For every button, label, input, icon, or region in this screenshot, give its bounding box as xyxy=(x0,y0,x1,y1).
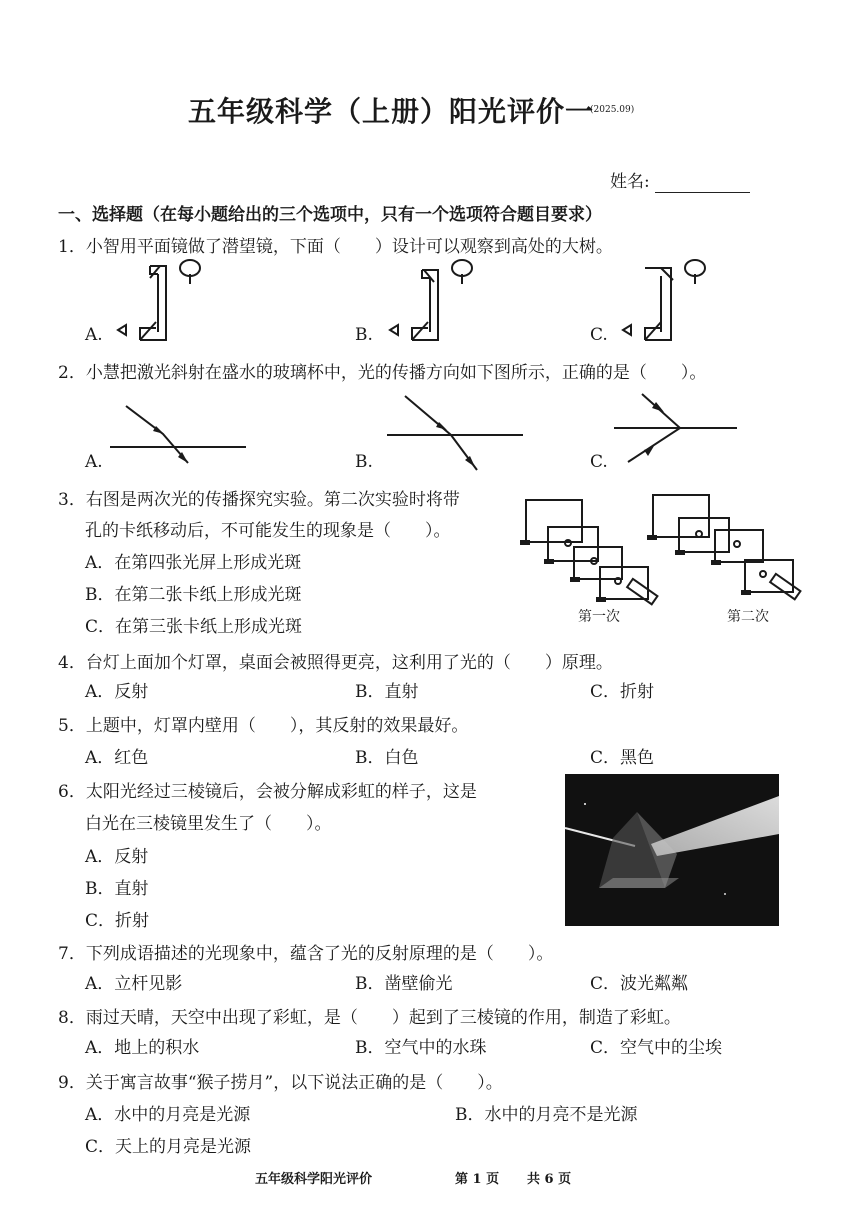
prism-photo xyxy=(565,774,779,926)
periscope-a-figure xyxy=(110,258,220,344)
question-1: 1．小智用平面镜做了潜望镜，下面（ ）设计可以观察到高处的大树。 xyxy=(58,237,613,257)
question-2: 2．小慧把激光斜射在盛水的玻璃杯中，光的传播方向如下图所示，正确的是（ ）。 xyxy=(58,363,707,383)
q9-option-b[interactable]: B．水中的月亮不是光源 xyxy=(455,1105,638,1125)
footer-total: 共 6 页 xyxy=(527,1172,572,1187)
q8-option-c[interactable]: C．空气中的尘埃 xyxy=(590,1038,723,1058)
periscope-b-figure xyxy=(382,258,492,344)
tree-icon xyxy=(685,260,705,284)
footer-subject: 五年级科学阳光评价 xyxy=(255,1172,373,1187)
eye-icon xyxy=(390,325,398,335)
question-6-line1: 6．太阳光经过三棱镜后，会被分解成彩虹的样子，这是 xyxy=(58,782,477,802)
q2-option-c[interactable]: C. xyxy=(590,452,608,472)
question-8: 8．雨过天晴，天空中出现了彩虹，是（ ）起到了三棱镜的作用，制造了彩虹。 xyxy=(58,1008,681,1028)
q4-option-b[interactable]: B．直射 xyxy=(355,682,419,702)
question-9: 9．关于寓言故事“猴子捞月”，以下说法正确的是（ ）。 xyxy=(58,1073,503,1093)
q5-option-a[interactable]: A．红色 xyxy=(85,748,149,768)
eye-icon xyxy=(118,325,126,335)
tree-icon xyxy=(180,260,200,284)
q3-option-c[interactable]: C．在第三张卡纸上形成光斑 xyxy=(85,617,303,637)
tree-icon xyxy=(452,260,472,284)
q7-option-c[interactable]: C．波光粼粼 xyxy=(590,974,689,994)
q4-option-c[interactable]: C．折射 xyxy=(590,682,655,702)
q2-option-b[interactable]: B. xyxy=(355,452,373,472)
refraction-a-figure xyxy=(108,400,248,470)
question-3-line1: 3．右图是两次光的传播探究实验。第二次实验时将带 xyxy=(58,490,460,510)
q7-option-a[interactable]: A．立杆见影 xyxy=(85,974,183,994)
q5-option-b[interactable]: B．白色 xyxy=(355,748,419,768)
q1-option-a[interactable]: A. xyxy=(85,325,103,345)
question-3-line2: 孔的卡纸移动后，不可能发生的现象是（ ）。 xyxy=(85,521,451,541)
periscope-c-figure xyxy=(615,258,725,344)
q3-option-b[interactable]: B．在第二张卡纸上形成光斑 xyxy=(85,585,302,605)
name-label-text: 姓名: xyxy=(610,172,650,192)
eye-icon xyxy=(623,325,631,335)
q6-option-a[interactable]: A．反射 xyxy=(85,847,149,867)
page-title: 五年级科学（上册）阳光评价一 xyxy=(188,95,595,128)
experiment-2-caption: 第二次 xyxy=(727,609,769,625)
q3-option-a[interactable]: A．在第四张光屏上形成光斑 xyxy=(85,553,302,573)
refraction-c-figure xyxy=(612,390,742,470)
refraction-b-figure xyxy=(385,392,525,472)
q1-option-c[interactable]: C. xyxy=(590,325,608,345)
question-4: 4．台灯上面加个灯罩，桌面会被照得更亮，这利用了光的（ ）原理。 xyxy=(58,653,613,673)
date-label: (2025.09) xyxy=(590,105,635,115)
q1-option-b[interactable]: B. xyxy=(355,325,373,345)
q5-option-c[interactable]: C．黑色 xyxy=(590,748,655,768)
q8-option-b[interactable]: B．空气中的水珠 xyxy=(355,1038,487,1058)
q4-option-a[interactable]: A．反射 xyxy=(85,682,149,702)
q2-option-a[interactable]: A. xyxy=(85,452,103,472)
section-heading: 一、选择题（在每小题给出的三个选项中，只有一个选项符合题目要求） xyxy=(58,205,602,225)
q7-option-b[interactable]: B．凿壁偷光 xyxy=(355,974,453,994)
q9-option-c[interactable]: C．天上的月亮是光源 xyxy=(85,1137,252,1157)
name-field[interactable] xyxy=(655,172,750,193)
q6-option-b[interactable]: B．直射 xyxy=(85,879,149,899)
experiment-1-caption: 第一次 xyxy=(578,609,620,625)
name-label xyxy=(610,167,750,193)
q6-option-c[interactable]: C．折射 xyxy=(85,911,150,931)
question-5: 5．上题中，灯罩内壁用（ ），其反射的效果最好。 xyxy=(58,716,469,736)
question-7: 7．下列成语描述的光现象中，蕴含了光的反射原理的是（ ）。 xyxy=(58,944,554,964)
q9-option-a[interactable]: A．水中的月亮是光源 xyxy=(85,1105,251,1125)
question-6-line2: 白光在三棱镜里发生了（ ）。 xyxy=(85,814,332,834)
footer-page: 第 1 页 xyxy=(455,1172,500,1187)
q8-option-a[interactable]: A．地上的积水 xyxy=(85,1038,200,1058)
